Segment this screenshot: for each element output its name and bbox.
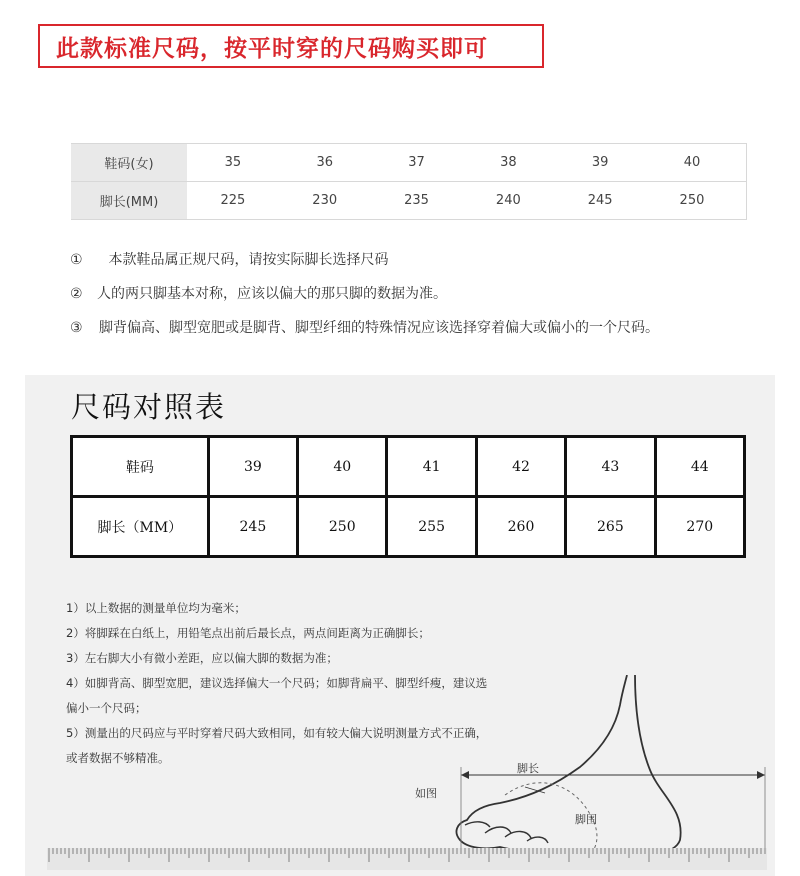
table-cell: 36 [279,144,371,182]
size-notes [70,250,659,352]
note-number: ② [70,286,83,302]
row-header: 脚长(MM) [71,182,187,220]
table-cell: 43 [566,437,655,497]
table-row [71,182,747,220]
note-item [70,284,659,318]
instruction-item: 3）左右脚大小有微小差距，应以偏大脚的数据为准； [66,651,338,665]
ruler-icon [47,848,767,870]
table-cell: 39 [208,437,297,497]
foot-length-label: 脚长 [517,762,539,775]
as-shown-label: 如图 [415,787,437,800]
size-guide-top-section [0,0,800,350]
instruction-item: 1）以上数据的测量单位均为毫米； [66,601,246,615]
row-header: 脚长（MM） [72,497,209,557]
foot-girth-label: 脚围 [575,813,597,826]
note-number: ① [70,252,83,268]
table-cell-empty [738,182,747,220]
table-cell: 245 [208,497,297,557]
note-item [70,318,659,352]
table-row [72,437,745,497]
table-cell: 44 [655,437,744,497]
table-cell: 40 [298,437,387,497]
instruction-item: 2）将脚踩在白纸上，用铅笔点出前后最长点，两点间距离为正确脚长； [66,626,430,640]
table-cell: 255 [387,497,476,557]
size-chart-section [25,375,775,876]
size-chart-title: 尺码对照表 [71,390,227,424]
arrow-left-icon [461,771,469,779]
instruction-item: 偏小一个尺码； [66,701,147,715]
note-item [70,250,659,284]
note-text: 本款鞋品属正规尺码，请按实际脚长选择尺码 [104,252,389,268]
table-cell-empty [738,144,747,182]
table-cell: 235 [371,182,463,220]
women-size-table [71,143,747,220]
table-cell: 270 [655,497,744,557]
note-text: 人的两只脚基本对称，应该以偏大的那只脚的数据为准。 [97,286,447,302]
table-cell: 40 [646,144,738,182]
row-header: 鞋码 [72,437,209,497]
table-cell: 265 [566,497,655,557]
note-number: ③ [70,320,83,336]
table-row [71,144,747,182]
table-cell: 39 [554,144,646,182]
table-cell: 42 [476,437,565,497]
foot-diagram [445,675,775,865]
table-cell: 38 [462,144,554,182]
table-row [72,497,745,557]
table-cell: 250 [646,182,738,220]
standard-size-banner: 此款标准尺码，按平时穿的尺码购买即可 [38,24,544,68]
table-cell: 230 [279,182,371,220]
instruction-item: 或者数据不够精准。 [66,751,170,765]
size-chart-table [70,435,746,558]
table-cell: 37 [371,144,463,182]
table-cell: 240 [462,182,554,220]
table-cell: 35 [187,144,279,182]
instruction-item: 4）如脚背高、脚型宽肥，建议选择偏大一个尺码；如脚背扁平、脚型纤瘦，建议选 [66,676,488,690]
toes-icon [465,822,548,843]
instruction-item: 5）测量出的尺码应与平时穿着尺码大致相同，如有较大偏大说明测量方式不正确， [66,726,488,740]
table-cell: 250 [298,497,387,557]
row-header: 鞋码(女) [71,144,187,182]
table-cell: 225 [187,182,279,220]
arrow-right-icon [757,771,765,779]
note-text: 脚背偏高、脚型宽肥或是脚背、脚型纤细的特殊情况应该选择穿着偏大或偏小的一个尺码。 [99,320,659,336]
table-cell: 245 [554,182,646,220]
table-cell: 260 [476,497,565,557]
table-cell: 41 [387,437,476,497]
measurement-instructions [66,599,487,774]
